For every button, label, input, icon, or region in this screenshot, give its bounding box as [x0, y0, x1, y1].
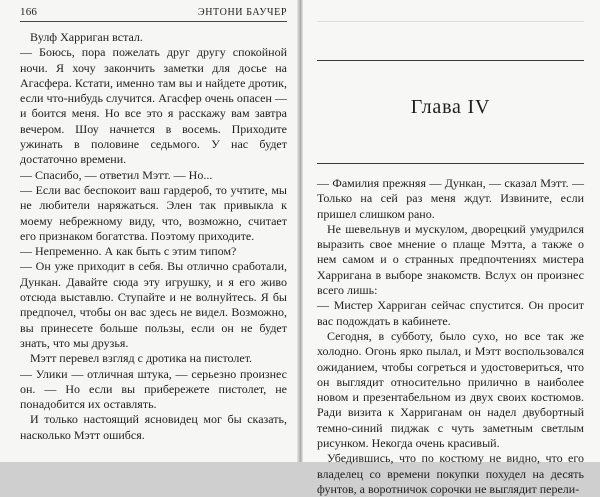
paragraph: Не шевельнув и мускулом, дворецкий умудрился выразить свое мнение о плаще Мэтта, а также о нем самом и о странных предпочтениях мистера Харригана в выборе знакомств. Вслух он произнес всего лишь:: [317, 221, 584, 298]
paragraph: — Он уже приходит в себя. Вы отлично сработали, Дункан. Давайте сюда эту игрушку, и я его живо отсюда выставлю. Ступайте и не волнуйтесь. Я бы предпочел, чтобы он вас здесь не видел. Возможно, вы принесете больше пользы, если он не будет знать, что мы друзья.: [20, 259, 287, 350]
paragraph: — Мистер Харриган сейчас спустится. Он просит вас подождать в кабинете.: [317, 298, 584, 328]
paragraph: — Улики — отличная штука, — серьезно произнес он. — Но если вы прибережете пистолет, не понадобится их оставлять.: [20, 366, 287, 412]
left-page: [0, 0, 297, 462]
paragraph: — Непременно. А как быть с этим типом?: [20, 244, 237, 259]
chapter-title: Глава IV: [410, 95, 491, 118]
paragraph: — Если вас беспокоит ваш гардероб, то учтите, мы не любители наряжаться. Элен так привыкла к моему небрежному виду, что, возможно, считает его признаком богатства. Поэтому приходите.: [20, 182, 287, 243]
paragraph: Сегодня, в субботу, было сухо, но все так же холодно. Огонь ярко пылал, и Мэтт воспользовался ожиданием, чтобы согреться и удостовериться, что он выглядит относительно прилично в наиболее новом и презентабельном из двух своих костюмов. Ради визита к Харриганам он надел двубортный темно-синий пиджак с чуть заметным светлым рисунком. Некогда очень красивый.: [317, 328, 584, 451]
paragraph: Убедившись, что по костюму не видно, что его владелец со времени покупки похудел на десять фунтов, а воротничок сорочки не выглядит перели-: [317, 451, 584, 496]
chapter-heading-block: [317, 60, 584, 164]
paragraph: — Спасибо, — ответил Мэтт. — Но...: [20, 167, 213, 182]
show-through-header: [317, 6, 584, 20]
paragraph: И только настоящий ясновидец мог бы сказать, насколько Мэтт ошибся.: [20, 412, 287, 442]
page-number: 166: [20, 6, 38, 18]
paragraph: Мэтт перевел взгляд с дротика на пистолет.: [30, 351, 253, 366]
show-through-rule: [317, 21, 584, 22]
right-page: [303, 0, 600, 496]
paragraph: — Фамилия прежняя — Дункан, — сказал Мэтт. — Только на сей раз меня ждут. Извините, если пришел слишком рано.: [317, 176, 584, 221]
right-body-text: [317, 176, 584, 497]
paragraph: Вулф Харриган встал.: [30, 30, 143, 44]
header-rule: [20, 21, 287, 22]
left-running-head: [20, 6, 287, 20]
left-body-text: [20, 30, 287, 443]
paragraph: — Боюсь, пора пожелать друг другу спокойной ночи. Я хочу закончить заметки для досье на Агасфера. Кстати, именно там вы и найдете дротик, если что-нибудь случится. Агасфер очень опасен — и боится меня. Но все это я расскажу вам завтра вечером. Шоу начнется в восемь. Приходите ужинать в половине седьмого. У нас будет достаточно времени.: [20, 45, 287, 167]
running-title: ЭНТОНИ БАУЧЕР: [198, 7, 287, 18]
